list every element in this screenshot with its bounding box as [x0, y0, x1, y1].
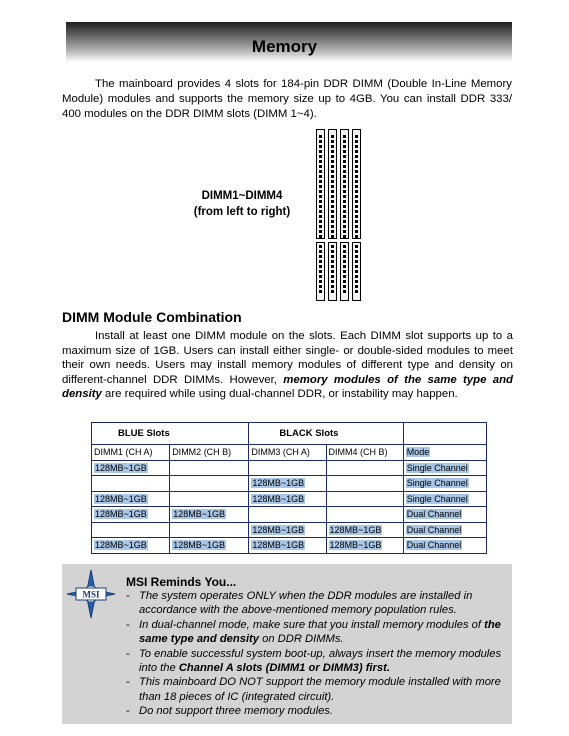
table-cell: Single Channel — [403, 476, 486, 492]
msi-logo-icon — [66, 569, 116, 619]
slot-pins — [331, 135, 334, 295]
table-cell: 128MB~1GB — [326, 522, 403, 538]
table-group-empty — [403, 423, 486, 445]
slot-key-notch — [340, 238, 349, 243]
intro-paragraph: The mainboard provides 4 slots for 184-pin DDR DIMM (Double In-Line Memory Module) modules and supports the memory size up to 4GB. You can install DDR 333/ 400 modules on the DDR DIMM slots (DIMM 1~4). — [62, 78, 512, 120]
dimm-slot — [340, 129, 349, 301]
table-cell: 128MB~1GB — [92, 538, 170, 554]
column-header: DIMM3 (CH A) — [249, 445, 326, 461]
section-title: DIMM Module Combination — [62, 309, 242, 325]
table-cell: Dual Channel — [403, 522, 486, 538]
table-cell: 128MB~1GB — [170, 507, 249, 523]
remind-bullet: - — [126, 705, 130, 718]
page-title: Memory — [251, 37, 318, 56]
table-cell: 128MB~1GB — [249, 491, 326, 507]
remind-bullet: - — [126, 590, 130, 602]
table-row — [92, 522, 487, 538]
combination-emphasis: memory modules of the same type and density — [62, 373, 513, 400]
remind-bullet: - — [126, 676, 130, 689]
table-cell: 128MB~1GB — [249, 538, 326, 554]
blue-slots-header: BLUE Slots — [92, 423, 249, 445]
column-header: DIMM2 (CH B) — [170, 445, 249, 461]
table-cell: Single Channel — [403, 491, 486, 507]
table-cell: 128MB~1GB — [92, 460, 170, 476]
table-cell — [326, 476, 403, 492]
table-cell — [170, 491, 249, 507]
table-row — [92, 538, 487, 554]
column-header: DIMM1 (CH A) — [92, 445, 170, 461]
table-cell: Single Channel — [403, 460, 486, 476]
combination-text-2: are required while using dual-channel DDR, or instability may happen. — [101, 388, 458, 400]
column-header: DIMM4 (CH B) — [326, 445, 403, 461]
remind-item: - The system operates ONLY when the DDR modules are installed in accordance with the above-mentioned memory population rules. — [126, 590, 473, 617]
dimm-caption-line1: DIMM1~DIMM4 — [201, 190, 283, 202]
remind-list — [126, 589, 506, 719]
dimm-combination-table — [91, 422, 487, 554]
table-group-row — [92, 423, 487, 445]
table-cell: 128MB~1GB — [249, 522, 326, 538]
dimm-slot — [352, 129, 361, 301]
table-cell — [170, 476, 249, 492]
table-cell — [170, 460, 249, 476]
table-cell: 128MB~1GB — [92, 507, 170, 523]
msi-logo-text: MSI — [82, 589, 100, 600]
dimm-caption-line2: (from left to right) — [193, 206, 291, 218]
table-cell: 128MB~1GB — [170, 538, 249, 554]
table-row — [92, 491, 487, 507]
table-cell: 128MB~1GB — [249, 476, 326, 492]
table-header-row — [92, 445, 487, 461]
slot-pins — [355, 135, 358, 295]
table-cell — [326, 460, 403, 476]
remind-item: - To enable successful system boot-up, always insert the memory modules into the Channel A slots (DIMM1 or DIMM3) first. — [126, 647, 502, 675]
table-cell: 128MB~1GB — [92, 491, 170, 507]
combination-text-1: Install at least one DIMM module on the slots. Each DIMM slot supports up to a maximum size of 1GB. Users can install either single- or double-sided modules to meet their own needs. Users may install memory modules of different type and density on different-channel DDR DIMMs. However, — [62, 330, 513, 386]
dimm-slot — [316, 129, 325, 301]
msi-reminds-box — [62, 564, 512, 724]
slot-pins — [319, 135, 322, 295]
combination-paragraph — [62, 329, 513, 402]
table-cell — [92, 522, 170, 538]
slot-key-notch — [316, 238, 325, 243]
remind-item: - This mainboard DO NOT support the memory module installed with more than 18 pieces of IC (integrated circuit). — [126, 676, 501, 703]
remind-item: - In dual-channel mode, make sure that you install memory modules of the same type and density on DDR DIMMs. — [126, 618, 501, 646]
table-cell — [249, 507, 326, 523]
remind-bullet: - — [126, 647, 130, 660]
table-row — [92, 460, 487, 476]
table-cell: 128MB~1GB — [326, 538, 403, 554]
remind-item: - Do not support three memory modules. — [126, 705, 334, 718]
remind-title: MSI Reminds You... — [126, 575, 237, 589]
table-cell — [170, 522, 249, 538]
table-cell — [92, 476, 170, 492]
table-row — [92, 476, 487, 492]
slot-pins — [343, 135, 346, 295]
table-cell — [326, 491, 403, 507]
table-cell: Dual Channel — [403, 538, 486, 554]
dimm-slot — [328, 129, 337, 301]
table-cell — [326, 507, 403, 523]
slot-key-notch — [352, 238, 361, 243]
column-header: Mode — [403, 445, 486, 461]
table-cell — [249, 460, 326, 476]
slot-key-notch — [328, 238, 337, 243]
remind-bullet: - — [126, 618, 130, 631]
dimm-caption — [170, 188, 314, 220]
table-cell: Dual Channel — [403, 507, 486, 523]
table-row — [92, 507, 487, 523]
black-slots-header: BLACK Slots — [249, 423, 403, 445]
